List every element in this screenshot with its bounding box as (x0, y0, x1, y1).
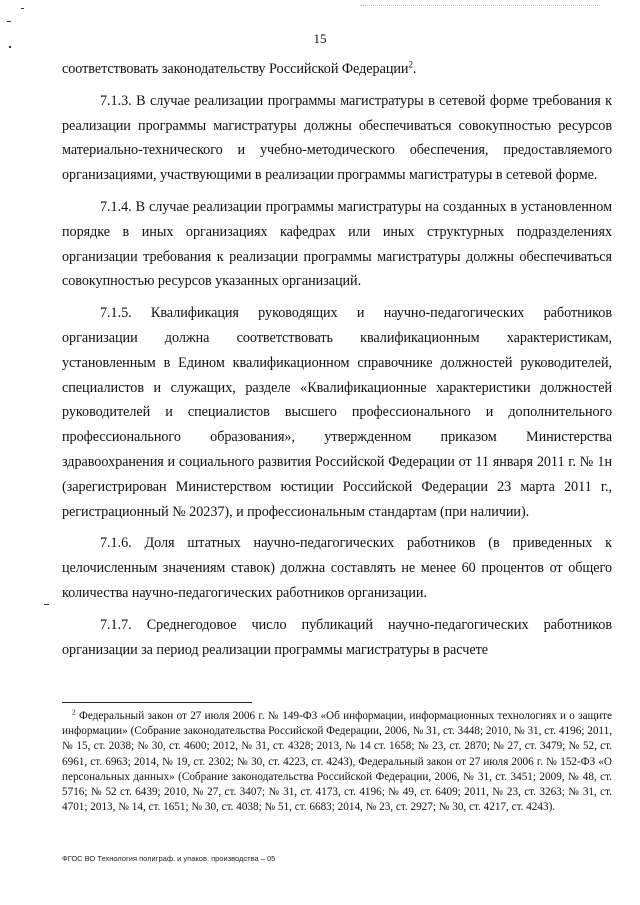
document-footer: ФГОС ВО Технология полиграф. и упаков. производства – 05 (62, 854, 276, 863)
paragraph-7-1-4: 7.1.4. В случае реализации программы магистратуры на созданных в установленном порядке в иных организациях кафедрах или иных структурных подразделениях организации требования к реализации программы магистратуры должны обеспечиваться совокупностью ресурсов указанных организаций. (62, 198, 612, 290)
scan-artifact (21, 8, 24, 9)
paragraph-text: соответствовать законодательству Российской Федерации (62, 61, 409, 77)
footnote-marker: 2 (72, 707, 76, 717)
paragraph-7-1-7: 7.1.7. Среднегодовое число публикаций научно-педагогических работников организации за период реализации программы магистратуры в расчете (62, 616, 612, 658)
scan-top-rule (360, 5, 600, 6)
body-text (62, 57, 612, 669)
paragraph-end: . (412, 61, 417, 77)
paragraph-continuation (62, 57, 612, 82)
paragraph-7-1-3: 7.1.3. В случае реализации программы магистратуры в сетевой форме требования к реализации программы магистратуры должны обеспечиваться совокупностью ресурсов материально-технического и учебно-методического обеспечения, предоставляемого организациями, участвующими в реализации программы магистратуры в сетевой форме. (62, 92, 612, 184)
footnote-reference[interactable]: 2 (408, 59, 413, 70)
footnote-separator (62, 702, 252, 703)
page-number: 15 (313, 31, 327, 46)
scan-artifact (7, 21, 11, 22)
paragraph-7-1-6: 7.1.6. Доля штатных научно-педагогических работников (в приведенных к целочисленным значениям ставок) должна составлять не менее 60 процентов от общего количества научно-педагогических работников организации. (62, 535, 612, 601)
paragraph-7-1-5: 7.1.5. Квалификация руководящих и научно-педагогических работников организации должна соответствовать квалификационным характеристикам, установленным в Едином квалификационном справочнике должностей руководителей, специалистов и служащих, разделе «Квалификационные характеристики должностей руководителей и специалистов высшего профессионального и дополнительного профессионального образования», утвержденном приказом Министерства здравоохранения и социального развития Российской Федерации от 11 января 2011 г. № 1н (зарегистрирован Министерством юстиции Российской Федерации 23 марта 2011 г., регистрационный № 20237), и профессиональным стандартам (при наличии). (62, 305, 612, 520)
footnote (62, 709, 612, 815)
scan-artifact (44, 604, 49, 605)
footnote-text: Федеральный закон от 27 июля 2006 г. № 149-ФЗ «Об информации, информационных технологиях и о защите информации» (Собрание законодательства Российской Федерации, 2006, № 31, ст. 3448; 2010, № 31, ст. 4196; 2011, № 15, ст. 2038; № 30, ст. 4600; 2012, № 31, ст. 4328; 2013, № 14 ст. 1658; № 23, ст. 2870; № 27, ст. 3479; № 52, ст. 6961, ст. 6963; 2014, № 19, ст. 2302; № 30, ст. 4223, ст. 4243), Федеральный закон от 27 июля 2006 г. № 152-ФЗ «О персональных данных» (Собрание законодательства Российской Федерации, 2006, № 31, ст. 3451; 2009, № 48, ст. 5716; № 52 ст. 6439; 2010, № 27, ст. 3407; № 31, ст. 4173, ст. 4196; № 49, ст. 6409; 2011, № 23, ст. 3263; № 31, ст. 4701; 2013, № 14, ст. 1651; № 30, ст. 4038; № 51, ст. 6683; 2014, № 23, ст. 2927; № 30, ст. 4217, ст. 4243). (62, 710, 612, 814)
